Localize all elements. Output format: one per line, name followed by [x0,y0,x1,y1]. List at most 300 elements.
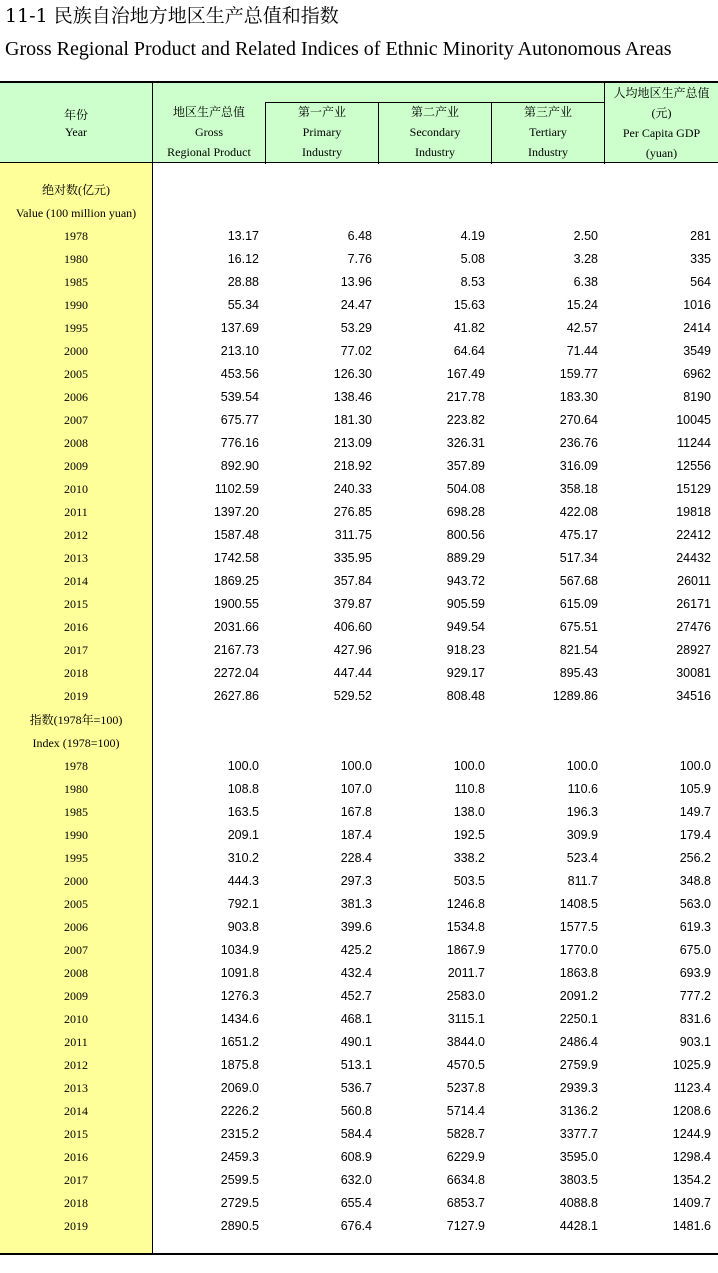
table-row [0,524,718,547]
row-value: 2069.0 [220,1081,259,1095]
row-year: 2005 [64,897,88,911]
table-row [0,1192,718,1215]
table-row [0,225,718,248]
header-secondary-en1: Secondary [409,125,461,139]
row-value: 1244.9 [672,1127,711,1141]
row-value: 335.95 [333,551,372,565]
row-value: 167.49 [446,367,485,381]
row-value: 3844.0 [446,1035,485,1049]
row-value: 19818 [676,505,711,519]
row-value: 584.4 [340,1127,372,1141]
row-value: 149.7 [679,805,711,819]
table-title-chinese: 11-1 民族自治地方地区生产总值和指数 [5,5,339,27]
table-row [0,271,718,294]
row-value: 335 [690,252,711,266]
header-grp [153,102,265,162]
row-value: 3595.0 [559,1150,598,1164]
row-value: 28927 [676,643,711,657]
table-title-english: Gross Regional Product and Related Indices of Ethnic Minority Autonomous Areas [5,38,672,60]
row-value: 949.54 [446,620,485,634]
row-value: 2272.04 [213,666,259,680]
row-year: 2008 [64,436,88,450]
row-year: 2013 [64,1081,88,1095]
row-value: 800.56 [446,528,485,542]
row-value: 1246.8 [446,897,485,911]
header-year-cn: 年份 [63,108,88,122]
row-value: 5237.8 [446,1081,485,1095]
row-value: 22412 [676,528,711,542]
row-value: 357.84 [333,574,372,588]
row-value: 34516 [676,689,711,703]
header-year-en: Year [64,125,88,139]
row-value: 903.8 [227,920,259,934]
row-value: 608.9 [340,1150,372,1164]
header-primary-cn: 第一产业 [297,105,346,119]
row-value: 3803.5 [559,1173,598,1187]
row-value: 6.38 [573,275,598,289]
row-value: 163.5 [227,805,259,819]
row-value: 1481.6 [672,1219,711,1233]
header-secondary-en2: Industry [415,145,455,159]
row-value: 1025.9 [672,1058,711,1072]
row-value: 1770.0 [559,943,598,957]
row-value: 218.92 [333,459,372,473]
row-value: 281 [690,229,711,243]
table-row [0,432,718,455]
row-value: 100.0 [453,759,485,773]
section-label-cn: 绝对数(亿元) [42,183,110,197]
row-value: 2939.3 [559,1081,598,1095]
table-row [0,778,718,801]
row-value: 316.09 [559,459,598,473]
table-row [0,294,718,317]
row-value: 3377.7 [559,1127,598,1141]
row-value: 358.18 [559,482,598,496]
row-value: 905.59 [446,597,485,611]
row-value: 1534.8 [446,920,485,934]
row-year: 1978 [64,229,88,243]
row-value: 432.4 [340,966,372,980]
header-divider [604,83,605,164]
row-value: 2011.7 [447,966,485,980]
table-row [0,985,718,1008]
row-value: 2729.5 [220,1196,259,1210]
row-value: 105.9 [679,782,711,796]
header-divider [265,102,266,164]
row-value: 831.6 [679,1012,711,1026]
row-value: 2031.66 [213,620,259,634]
row-value: 444.3 [227,874,259,888]
row-value: 675.77 [220,413,259,427]
row-value: 427.96 [333,643,372,657]
row-value: 406.60 [333,620,372,634]
row-year: 2013 [64,551,88,565]
row-value: 167.8 [340,805,372,819]
row-value: 399.6 [340,920,372,934]
row-value: 1577.5 [559,920,598,934]
row-value: 108.8 [227,782,259,796]
row-value: 6229.9 [446,1150,485,1164]
row-value: 213.09 [333,436,372,450]
row-year: 2008 [64,966,88,980]
row-year: 2015 [64,597,88,611]
row-value: 539.54 [220,390,259,404]
row-value: 10045 [676,413,711,427]
row-value: 7127.9 [446,1219,485,1233]
table-row [0,801,718,824]
row-value: 1298.4 [672,1150,711,1164]
row-year: 1995 [64,851,88,865]
row-value: 15.63 [453,298,485,312]
row-value: 1034.9 [220,943,259,957]
row-year: 2007 [64,413,88,427]
header-primary-en2: Industry [302,145,342,159]
row-value: 1900.55 [213,597,259,611]
row-value: 297.3 [340,874,372,888]
section-label-en: Index (1978=100) [32,736,120,750]
section-label-en: Value (100 million yuan) [15,206,137,220]
row-value: 270.64 [559,413,598,427]
row-value: 217.78 [446,390,485,404]
table-row [0,547,718,570]
row-value: 2226.2 [220,1104,259,1118]
row-value: 490.1 [340,1035,372,1049]
header-secondary [379,102,491,162]
row-value: 1208.6 [672,1104,711,1118]
row-year: 2009 [64,989,88,1003]
row-value: 2599.5 [220,1173,259,1187]
row-value: 1869.25 [213,574,259,588]
row-value: 3115.1 [447,1012,485,1026]
row-year: 2019 [64,1219,88,1233]
row-value: 276.85 [333,505,372,519]
row-value: 676.4 [340,1219,372,1233]
row-value: 6962 [683,367,711,381]
row-value: 503.5 [453,874,485,888]
row-value: 1587.48 [213,528,259,542]
row-year: 2006 [64,390,88,404]
row-value: 209.1 [227,828,259,842]
row-year: 2017 [64,1173,88,1187]
row-value: 1409.7 [672,1196,711,1210]
row-value: 619.3 [679,920,711,934]
row-value: 2250.1 [559,1012,598,1026]
row-value: 2414 [683,321,711,335]
row-value: 110.8 [454,782,485,796]
row-value: 28.88 [227,275,259,289]
row-year: 2016 [64,620,88,634]
row-value: 338.2 [453,851,485,865]
table-row [0,478,718,501]
row-value: 77.02 [340,344,372,358]
row-value: 2627.86 [213,689,259,703]
row-value: 563.0 [679,897,711,911]
row-value: 2759.9 [559,1058,598,1072]
row-value: 536.7 [340,1081,372,1095]
row-value: 26171 [676,597,711,611]
row-value: 228.4 [340,851,372,865]
row-value: 3549 [683,344,711,358]
row-year: 2017 [64,643,88,657]
header-subrule [265,102,605,103]
row-value: 126.30 [333,367,372,381]
row-value: 379.87 [333,597,372,611]
table-row [0,1146,718,1169]
header-percapita-cn2: (元) [651,106,672,120]
row-value: 213.10 [220,344,259,358]
row-value: 675.51 [559,620,598,634]
row-value: 3.28 [573,252,598,266]
row-value: 475.17 [559,528,598,542]
row-value: 895.43 [559,666,598,680]
row-value: 808.48 [446,689,485,703]
row-value: 256.2 [679,851,711,865]
row-value: 240.33 [333,482,372,496]
header-grp-en2: Regional Product [167,145,251,159]
row-value: 8.53 [460,275,485,289]
table-row [0,248,718,271]
row-value: 1867.9 [446,943,485,957]
header-percapita-cn1: 人均地区生产总值 [613,86,710,100]
row-value: 1123.4 [673,1081,711,1095]
row-year: 1995 [64,321,88,335]
table-row [0,755,718,778]
row-value: 523.4 [566,851,598,865]
header-tertiary-en1: Tertiary [529,125,567,139]
row-value: 4570.5 [446,1058,485,1072]
row-value: 5.08 [460,252,485,266]
row-year: 1985 [64,275,88,289]
row-value: 2091.2 [559,989,598,1003]
row-value: 1102.59 [214,482,259,496]
row-value: 357.89 [446,459,485,473]
header-grp-en1: Gross [194,125,223,139]
row-value: 564 [690,275,711,289]
row-value: 903.1 [679,1035,711,1049]
table-row [0,685,718,708]
header-tertiary-en2: Industry [528,145,568,159]
row-value: 2486.4 [559,1035,598,1049]
table-row [0,616,718,639]
row-year: 2014 [64,574,88,588]
row-value: 100.0 [340,759,372,773]
table-row [0,363,718,386]
row-value: 24.47 [340,298,372,312]
row-value: 918.23 [446,643,485,657]
table-row [0,893,718,916]
row-value: 2.50 [573,229,598,243]
row-value: 12556 [676,459,711,473]
row-year: 2012 [64,528,88,542]
row-year: 1985 [64,805,88,819]
row-value: 181.30 [333,413,372,427]
row-value: 655.4 [340,1196,372,1210]
row-value: 1742.58 [213,551,259,565]
row-year: 1990 [64,828,88,842]
row-value: 11244 [677,436,711,450]
row-value: 1651.2 [220,1035,259,1049]
table-row [0,570,718,593]
row-value: 309.9 [566,828,598,842]
row-value: 1397.20 [213,505,259,519]
row-value: 1276.3 [220,989,259,1003]
table-row [0,939,718,962]
row-value: 447.44 [333,666,372,680]
header-secondary-cn: 第二产业 [410,105,459,119]
row-value: 138.0 [453,805,485,819]
row-value: 64.64 [453,344,485,358]
row-value: 107.0 [340,782,372,796]
row-value: 24432 [676,551,711,565]
row-value: 6.48 [347,229,372,243]
row-value: 236.76 [559,436,598,450]
header-grp-cn: 地区生产总值 [172,105,245,119]
row-value: 30081 [676,666,711,680]
row-year: 2007 [64,943,88,957]
header-percapita-en2: (yuan) [645,146,678,160]
row-year: 1990 [64,298,88,312]
row-value: 15129 [676,482,711,496]
row-value: 452.7 [340,989,372,1003]
row-value: 310.2 [227,851,259,865]
row-value: 348.8 [679,874,711,888]
row-value: 5714.4 [446,1104,485,1118]
table-row [0,1008,718,1031]
row-value: 693.9 [679,966,711,980]
row-value: 179.4 [679,828,711,842]
row-year: 2014 [64,1104,88,1118]
row-value: 100.0 [679,759,711,773]
row-value: 42.57 [566,321,598,335]
row-year: 1980 [64,252,88,266]
row-value: 2315.2 [220,1127,259,1141]
row-value: 777.2 [679,989,711,1003]
row-value: 1354.2 [672,1173,711,1187]
row-value: 943.72 [446,574,485,588]
row-value: 453.56 [220,367,259,381]
row-value: 6853.7 [446,1196,485,1210]
row-value: 13.17 [227,229,259,243]
row-value: 192.5 [453,828,485,842]
table-row [0,1077,718,1100]
table-header [0,81,718,163]
row-value: 196.3 [566,805,598,819]
table-row [0,386,718,409]
row-value: 2583.0 [446,989,485,1003]
row-value: 468.1 [340,1012,372,1026]
row-value: 567.68 [559,574,598,588]
bottom-rule [0,1253,718,1255]
table-row [0,916,718,939]
table-row [0,501,718,524]
row-value: 1289.86 [552,689,598,703]
table-row [0,1054,718,1077]
row-value: 311.75 [334,528,372,542]
table-row [0,662,718,685]
header-year [0,105,152,142]
row-value: 326.31 [446,436,485,450]
row-year: 2009 [64,459,88,473]
row-value: 138.46 [333,390,372,404]
row-value: 2890.5 [220,1219,259,1233]
row-value: 183.30 [559,390,598,404]
row-value: 615.09 [559,597,598,611]
row-value: 223.82 [446,413,485,427]
row-year: 2010 [64,1012,88,1026]
row-year: 2012 [64,1058,88,1072]
row-value: 504.08 [446,482,485,496]
row-value: 698.28 [446,505,485,519]
header-tertiary-cn: 第三产业 [523,105,572,119]
table-row [0,317,718,340]
table-row [0,1215,718,1238]
row-value: 675.0 [679,943,711,957]
row-value: 55.34 [227,298,259,312]
row-year: 2018 [64,666,88,680]
row-year: 1980 [64,782,88,796]
row-year: 2000 [64,874,88,888]
row-value: 2167.73 [213,643,259,657]
row-value: 100.0 [227,759,259,773]
row-value: 26011 [677,574,711,588]
table-row [0,455,718,478]
row-value: 792.1 [227,897,259,911]
row-year: 2010 [64,482,88,496]
row-value: 929.17 [446,666,485,680]
row-value: 100.0 [566,759,598,773]
row-value: 422.08 [559,505,598,519]
row-value: 6634.8 [446,1173,485,1187]
row-value: 1434.6 [220,1012,259,1026]
row-value: 1016 [683,298,711,312]
row-year: 2018 [64,1196,88,1210]
row-value: 1875.8 [220,1058,259,1072]
table-row [0,847,718,870]
row-value: 13.96 [340,275,372,289]
row-value: 517.34 [559,551,598,565]
row-value: 41.82 [453,321,485,335]
table-row [0,1123,718,1146]
row-value: 16.12 [227,252,259,266]
table-row [0,962,718,985]
row-value: 110.6 [567,782,598,796]
row-value: 776.16 [220,436,259,450]
row-year: 2011 [64,505,88,519]
table-row [0,409,718,432]
header-primary-en1: Primary [302,125,342,139]
row-year: 2011 [64,1035,88,1049]
row-value: 53.29 [340,321,372,335]
row-year: 2016 [64,1150,88,1164]
header-divider [378,102,379,164]
table-row [0,639,718,662]
table-row [0,1169,718,1192]
table-row [0,824,718,847]
row-year: 2005 [64,367,88,381]
row-value: 5828.7 [446,1127,485,1141]
table-row [0,340,718,363]
row-value: 513.1 [340,1058,372,1072]
row-value: 892.90 [220,459,259,473]
row-value: 159.77 [559,367,598,381]
row-value: 4.19 [460,229,485,243]
row-value: 7.76 [347,252,372,266]
row-value: 71.44 [566,344,598,358]
row-year: 2006 [64,920,88,934]
header-divider [491,102,492,164]
row-value: 529.52 [333,689,372,703]
row-year: 2015 [64,1127,88,1141]
